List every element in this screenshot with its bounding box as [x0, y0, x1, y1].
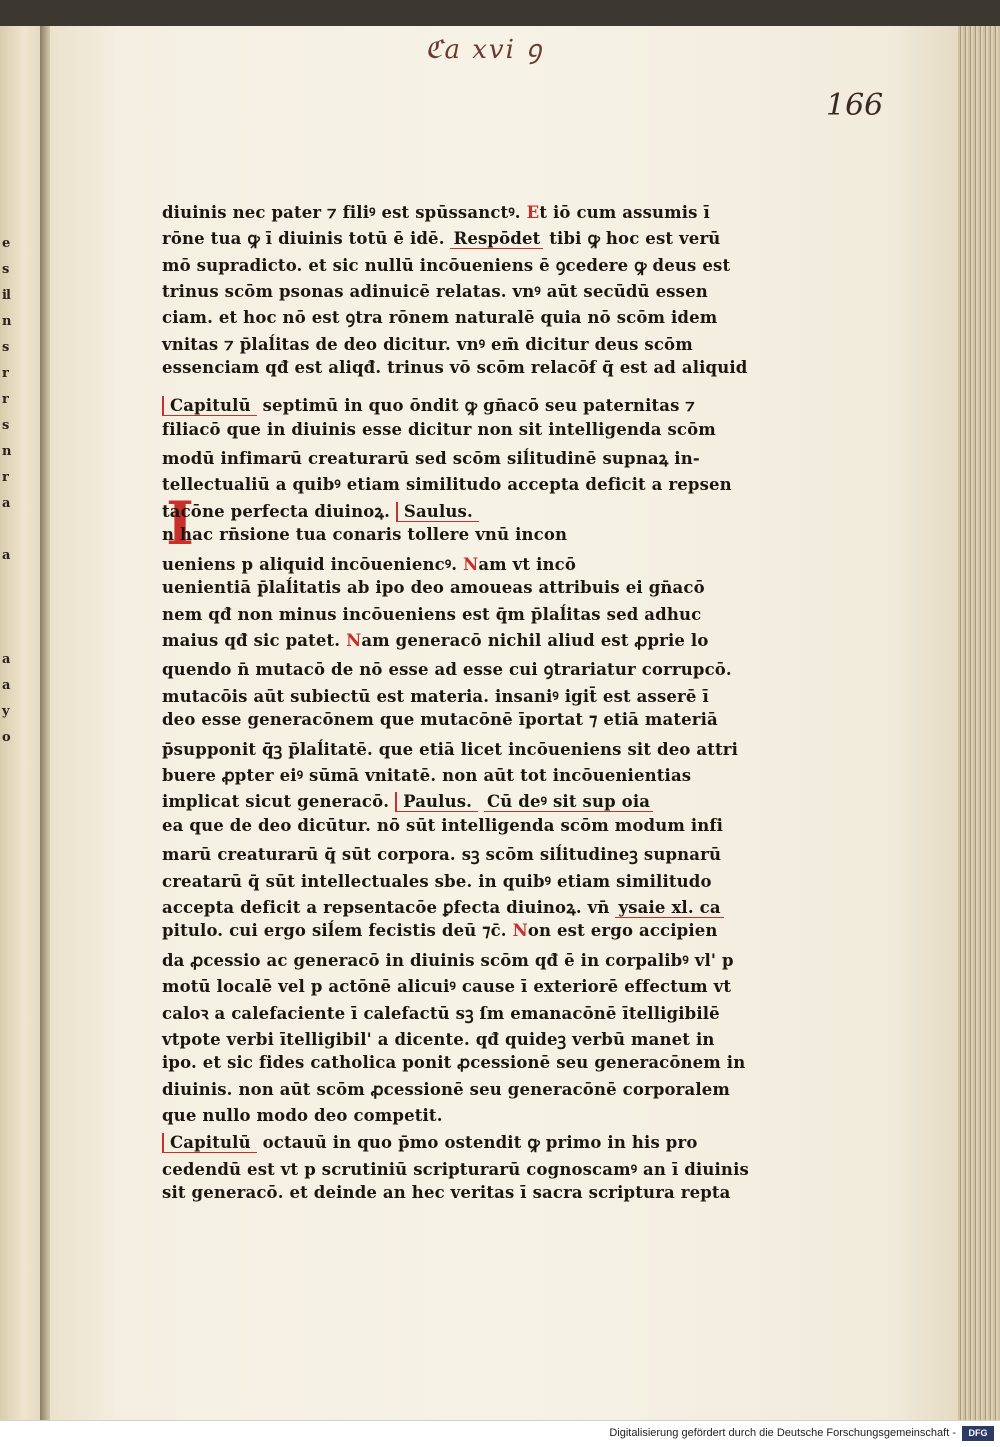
text-line	[162, 1130, 697, 1153]
footer-bar	[0, 1420, 1000, 1447]
text-line	[162, 869, 712, 892]
rubricated-letter: E	[526, 203, 540, 222]
text-line	[162, 763, 691, 786]
folio-number: 166	[826, 88, 884, 123]
left-page-text-fragment: a	[2, 548, 10, 563]
text-run: tacōne perfecta diuinoꝝ.	[162, 502, 396, 521]
text-run: ea que de deo dicūtur. nō sūt intelligenda scōm modum infi	[162, 816, 724, 835]
left-page-text-fragment: n	[2, 314, 11, 329]
text-line	[162, 842, 721, 865]
rubric-heading: Paulus.	[395, 792, 478, 812]
text-run: n hac rn̄sione tua conaris tollere vnū incon	[162, 525, 568, 544]
scan-top-border	[0, 0, 1000, 26]
left-page-edge	[0, 0, 44, 1420]
text-run: ipo. et sic fides catholica ponit ꝓcessionē seu generacōnem in	[162, 1053, 746, 1072]
text-run: tibi ꝙ hoc est verū	[543, 229, 721, 248]
text-run: caloꝛ a calefaciente ī calefactū sꝫ ſm emanacōnē ītelligibilē	[162, 1004, 720, 1023]
text-run: motū localē vel p actōnē alicuiꝰ cause ī exteriorē effectum vt	[162, 977, 732, 996]
text-line	[162, 921, 718, 940]
text-run: p̄supponit q̄ꝫ p̄laĺitatē. que etiā licet incōueniens sit deo attri	[162, 740, 739, 759]
text-line	[162, 1080, 730, 1099]
text-line	[162, 948, 734, 971]
text-line	[162, 631, 709, 650]
underlined-rubric-phrase: ysaie xl. ca	[615, 898, 723, 918]
text-run: deo esse generacōnem que mutacōnē īportat ⁊ etiā materiā	[162, 710, 718, 729]
text-run: essenciam qđ est aliqđ. trinus vō scōm relacōẜ q̄ est ad aliquid	[162, 358, 748, 377]
funding-credit: Digitalisierung gefördert durch die Deutsche Forschungsgemeinschaft -	[609, 1427, 956, 1439]
page-stack-edge	[958, 0, 1000, 1420]
text-run: on est ergo accipien	[527, 921, 718, 940]
text-run: creatarū q̄ sūt intellectuales sbe. in quibꝰ etiam similitudo	[162, 872, 712, 891]
text-run: am generacō nichil aliud est ꝓprie lo	[361, 631, 709, 650]
rubricated-letter: N	[463, 555, 479, 574]
text-run: filiacō que in diuinis esse dicitur non sit intelligenda scōm	[162, 420, 716, 439]
left-page-text-fragment: s	[2, 418, 9, 433]
text-run: cedendū est vt p scrutiniū scripturarū cognoscamꝰ an ī diuinis	[162, 1160, 749, 1179]
left-page-text-fragment: a	[2, 496, 10, 511]
text-run: modū infimarū creaturarū sed scōm siĺitudinē supnaꝝ in-	[162, 449, 700, 468]
text-line	[162, 305, 717, 328]
text-line	[162, 200, 710, 223]
text-run: am vt incō	[478, 555, 576, 574]
text-run: diuinis nec pater ⁊ filiꝰ est spūssanctꝰ.	[162, 203, 527, 222]
text-run: vtpote verbi ītelligibil' a dicente. qđ quideꝫ verbū manet in	[162, 1030, 715, 1049]
text-line	[162, 472, 732, 495]
text-run: pitulo. cui ergo siĺem fecistis deū ⁊c̄.	[162, 921, 513, 940]
text-line	[162, 1027, 715, 1050]
text-run: diuinis. non aūt scōm ꝓcessionē seu generacōnē corporalem	[162, 1080, 731, 1099]
text-run: trinus scōm psonas adinuicē relatas. vnꝰ aūt secūdū essen	[162, 282, 708, 301]
text-line	[162, 710, 718, 729]
text-line	[162, 789, 653, 812]
text-line	[162, 737, 738, 760]
text-run: vnitas ⁊ p̄laĺitas de deo dicitur. vnꝰ em̄ dicitur deus scōm	[162, 335, 693, 354]
text-run: quendo n̄ mutacō de nō esse ad esse cui ꝯtrariatur corrupcō.	[162, 660, 732, 679]
text-run: rōne tua ꝙ ī diuinis totū ē idē.	[162, 229, 451, 248]
text-line	[162, 1183, 731, 1202]
text-line	[162, 393, 695, 416]
left-page-text-fragment: il	[2, 288, 10, 303]
text-line	[162, 657, 732, 680]
text-run: ciam. et hoc nō est ꝯtra rōnem naturalē quia nō scōm idem	[162, 308, 718, 327]
text-line	[162, 499, 479, 522]
text-run: tellectualiū a quibꝰ etiam similitudo accepta deficit a repsen	[162, 475, 732, 494]
underlined-rubric-phrase: Cū deꝰ sit sup oia	[484, 792, 653, 812]
left-page-text-fragment: o	[2, 730, 10, 745]
text-run: da ꝓcessio ac generacō in diuinis scōm qđ ē in corpalibꝰ vl' p	[162, 951, 734, 970]
rubricated-initial: I	[166, 489, 195, 559]
left-page-text-fragment: e	[2, 236, 10, 251]
left-page-text-fragment: a	[2, 652, 10, 667]
left-page-text-fragment: r	[2, 470, 8, 485]
text-run: uenientiā p̄laĺitatis ab ipo deo amoueas attribuis ei gn̄acō	[162, 578, 705, 597]
text-line	[162, 895, 724, 918]
text-run: sit generacō. et deinde an hec veritas ī sacra scriptura repta	[162, 1183, 731, 1202]
text-run: que nullo modo deo competit.	[162, 1106, 443, 1125]
margin-note: ℭa xvi ꝯ	[425, 35, 544, 65]
rubric-heading: Saulus.	[396, 502, 479, 522]
text-run: marū creaturarū q̄ sūt corpora. sꝫ scōm siĺitudineꝫ supnarū	[162, 845, 722, 864]
text-line	[162, 226, 720, 249]
left-page-text-fragment: a	[2, 678, 10, 693]
text-run: nem qđ non minus incōueniens est q̄m p̄laĺitas sed adhuc	[162, 605, 702, 624]
rubric-heading: Capitulū	[162, 1133, 257, 1153]
text-line	[162, 684, 709, 707]
text-run: implicat sicut generacō.	[162, 792, 396, 811]
left-page-text-fragment: y	[2, 704, 9, 719]
left-page-text-fragment: r	[2, 366, 8, 381]
text-line	[162, 279, 708, 302]
left-page-text-fragment: s	[2, 340, 9, 355]
text-line	[162, 974, 731, 997]
text-run: ueniens p aliquid incōueniencꝰ.	[162, 555, 464, 574]
underlined-rubric-phrase: Respōdet	[450, 229, 543, 249]
dfg-logo: DFG	[962, 1426, 994, 1441]
text-line	[162, 578, 705, 597]
text-line	[162, 420, 716, 439]
text-line	[162, 605, 701, 624]
text-line	[162, 552, 576, 575]
left-page-text-fragment: s	[2, 262, 9, 277]
text-run: mō supradicto. et sic nullū incōueniens ē ꝯcedere ꝙ deus est	[162, 256, 731, 275]
text-run: septimū in quo ōndit ꝙ gn̄acō seu paternitas ⁊	[256, 396, 696, 415]
text-line	[162, 253, 730, 276]
text-run: maius qđ sic patet.	[162, 631, 347, 650]
text-line	[162, 1053, 745, 1072]
text-line	[162, 358, 748, 377]
rubricated-letter: N	[512, 921, 528, 940]
text-line	[162, 525, 567, 544]
text-line	[162, 1106, 443, 1125]
text-line	[162, 1157, 749, 1180]
left-page-text-fragment: r	[2, 392, 8, 407]
text-run: mutacōis aūt subiectū est materia. insaniꝰ igit̄ est asserē ī	[162, 687, 709, 706]
text-line	[162, 816, 723, 835]
text-line	[162, 446, 700, 469]
rubric-heading: Capitulū	[162, 396, 257, 416]
text-line	[162, 332, 693, 355]
rubricated-letter: N	[346, 631, 362, 650]
text-run: t iō cum assumis ī	[539, 203, 710, 222]
text-run: accepta deficit a repsentacōe ꝑfecta diuinoꝝ. vn̄	[162, 898, 616, 917]
left-page-text-fragment: n	[2, 444, 11, 459]
text-run: octauū in quo p̄mo ostendit ꝙ primo in his pro	[256, 1133, 698, 1152]
text-run: buere ꝓpter eiꝰ sūmā vnitatē. non aūt tot incōuenientias	[162, 766, 692, 785]
text-line	[162, 1001, 720, 1024]
